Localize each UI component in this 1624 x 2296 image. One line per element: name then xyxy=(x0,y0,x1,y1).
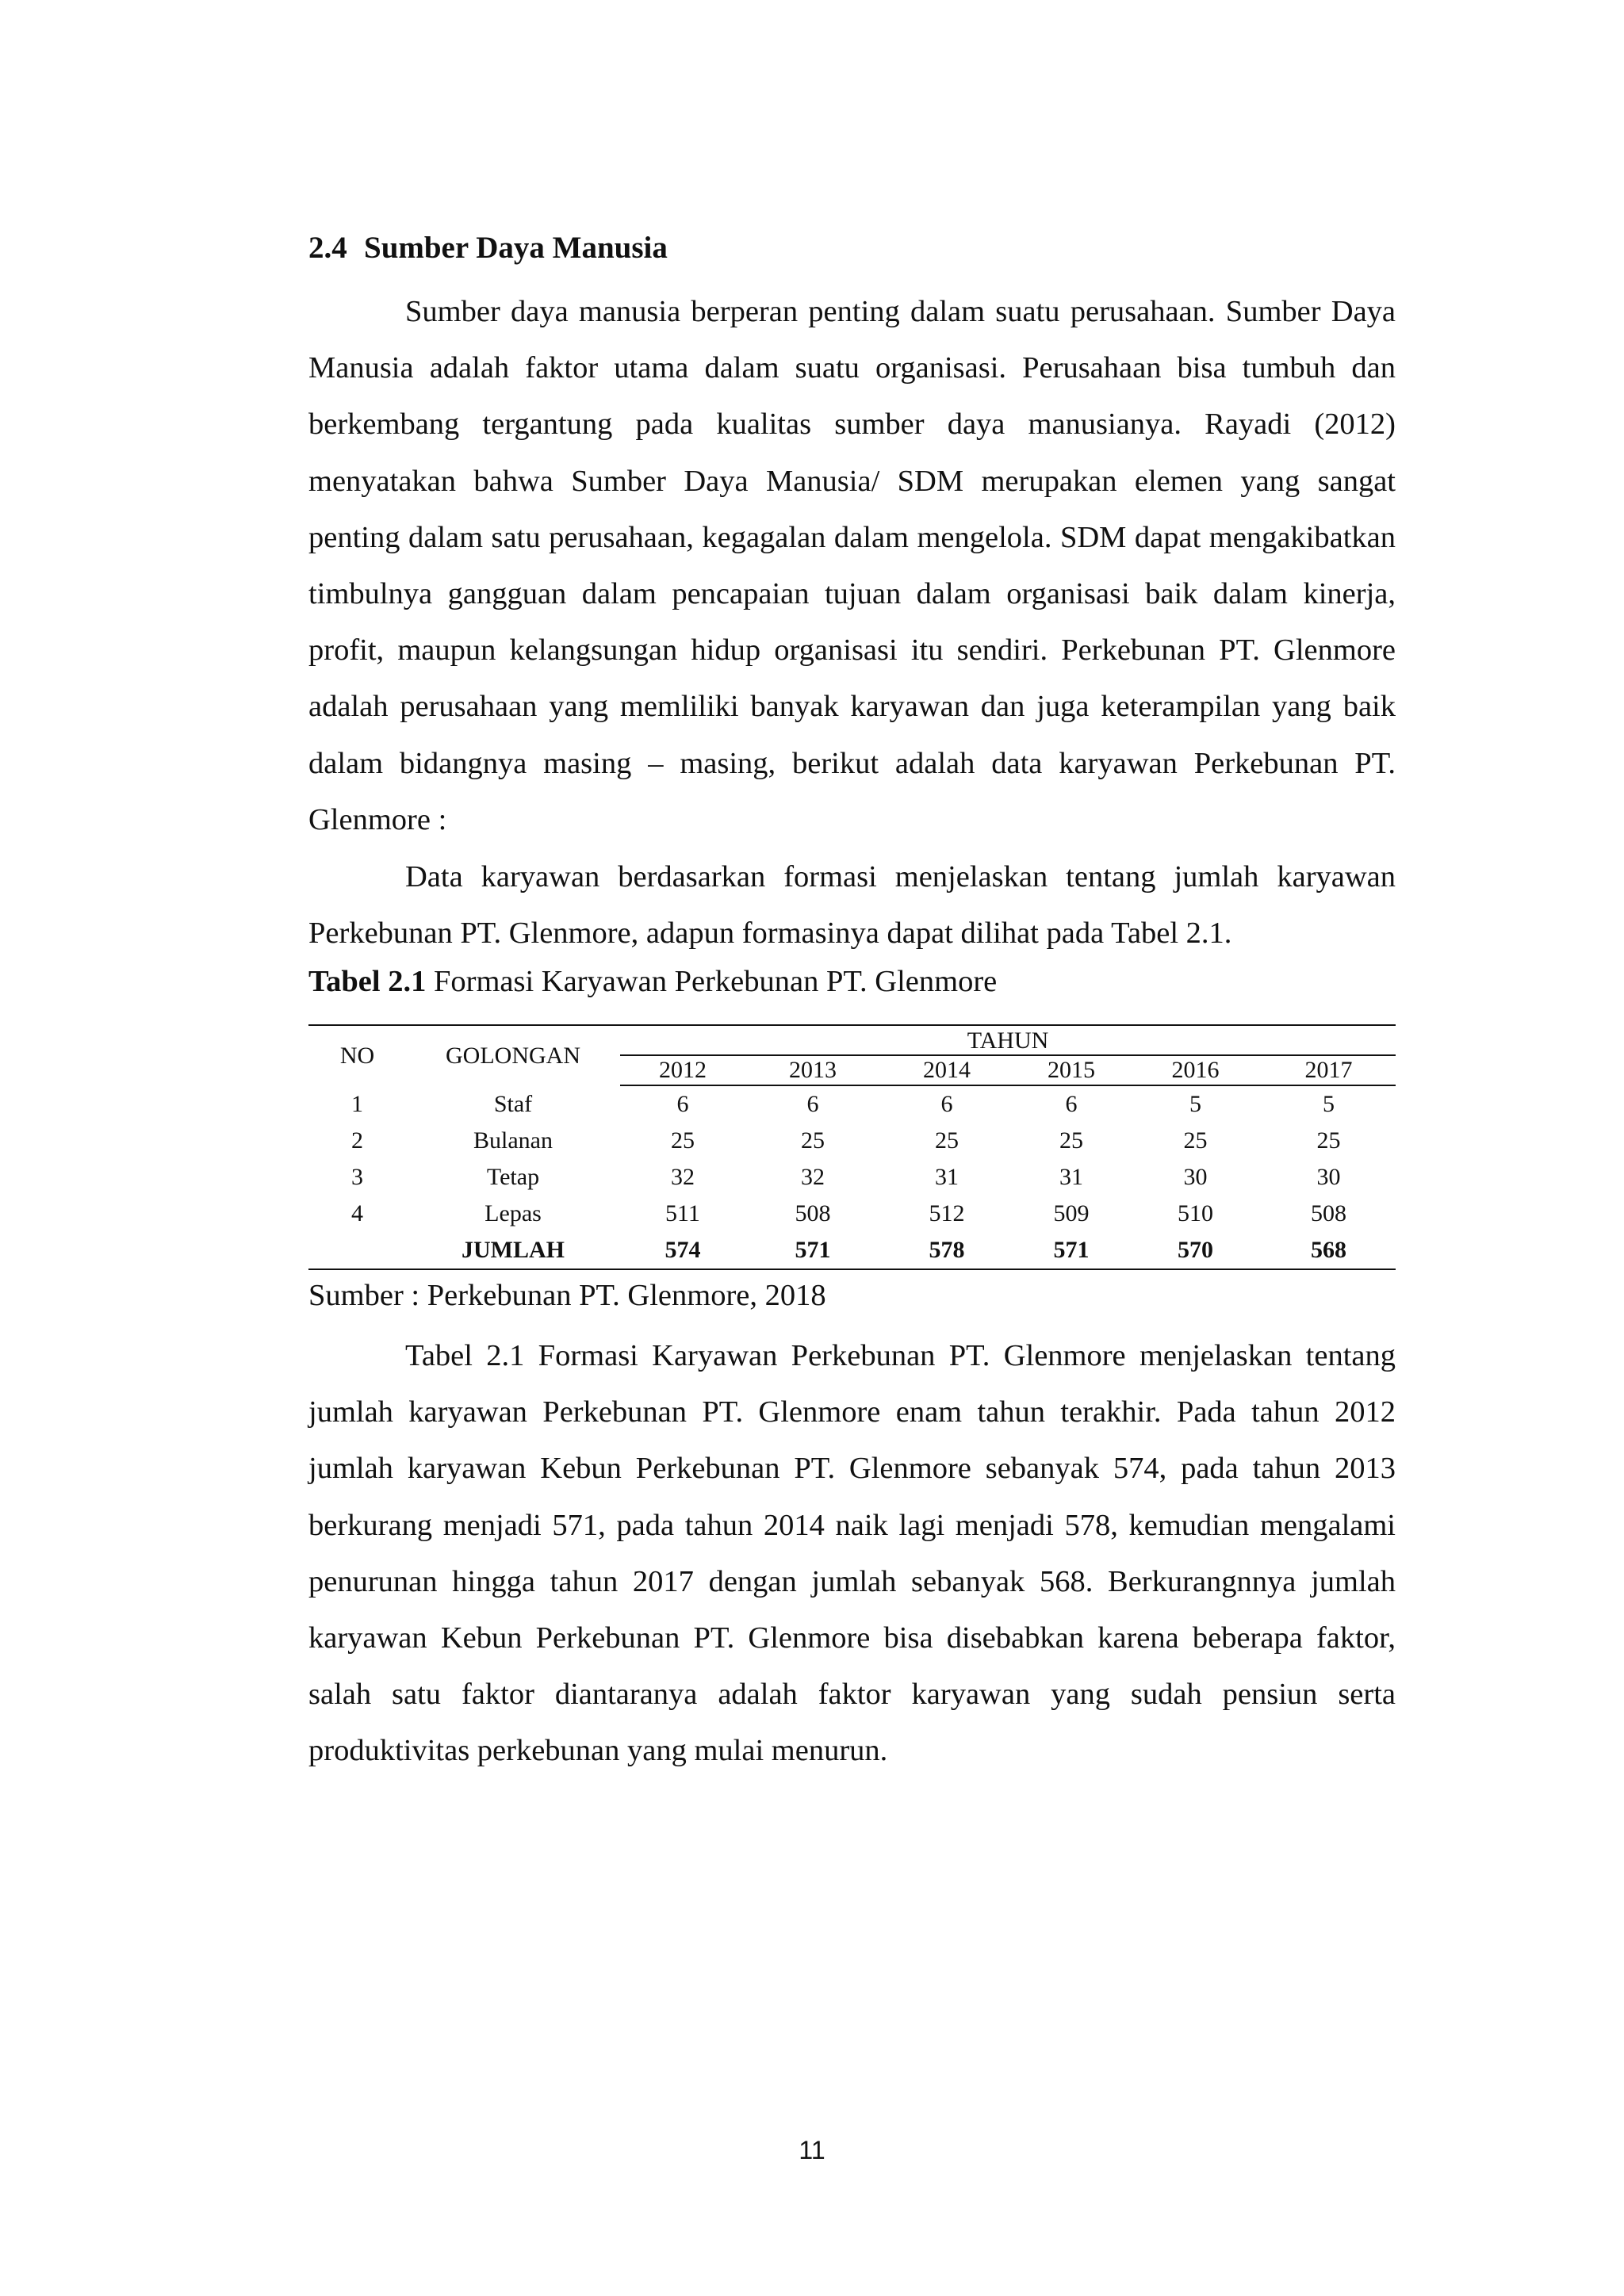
table-row xyxy=(308,1085,1396,1123)
paragraph-intro: Sumber daya manusia berperan penting dalam suatu perusahaan. Sumber Daya Manusia adalah faktor utama dalam suatu organisasi. Perusahaan bisa tumbuh dan berkembang tergantung pada kualitas sumber daya manusianya. Rayadi (2012) menyatakan bahwa Sumber Daya Manusia/ SDM merupakan elemen yang sangat penting dalam satu perusahaan, kegagalan dalam mengelola. SDM dapat mengakibatkan timbulnya gangguan dalam pencapaian tujuan dalam organisasi baik dalam kinerja, profit, maupun kelangsungan hidup organisasi itu sendiri. Perkebunan PT. Glenmore adalah perusahaan yang memliliki banyak karyawan dan juga keterampilan yang baik dalam bidangnya masing – masing, berikut adalah data karyawan Perkebunan PT. Glenmore : xyxy=(308,295,1396,836)
employee-formation-table xyxy=(308,1024,1396,1270)
cell-value: 6 xyxy=(676,1091,689,1117)
section-title: Sumber Daya Manusia xyxy=(364,231,668,265)
header-year: 2015 xyxy=(1013,1055,1129,1085)
header-year: 2012 xyxy=(620,1055,745,1085)
cell-value: 30 xyxy=(1183,1164,1208,1190)
paragraph-table-analysis: Tabel 2.1 Formasi Karyawan Perkebunan PT. Glenmore menjelaskan tentang jumlah karyawan Perkebunan PT. Glenmore enam tahun terakhir. Pada tahun 2012 jumlah karyawan Kebun Perkebunan PT. Glenmore sebanyak 574, pada tahun 2013 berkurang menjadi 571, pada tahun 2014 naik lagi menjadi 578, kemudian mengalami penurunan hingga tahun 2017 dengan jumlah sebanyak 568. Berkurangnnya jumlah karyawan Kebun Perkebunan PT. Glenmore bisa disebabkan karena beberapa faktor, salah satu faktor diantaranya adalah faktor karyawan yang sudah pensiun serta produktivitas perkebunan yang mulai menurun. xyxy=(308,1339,1396,1768)
cell-value: 32 xyxy=(671,1164,695,1190)
cell-golongan: Lepas xyxy=(485,1200,542,1226)
header-year: 2016 xyxy=(1129,1055,1262,1085)
header-golongan: GOLONGAN xyxy=(406,1025,620,1085)
cell-value: 25 xyxy=(935,1127,959,1154)
cell-golongan: Tetap xyxy=(486,1164,540,1190)
cell-no: 4 xyxy=(351,1200,363,1226)
cell-total: 570 xyxy=(1129,1232,1262,1269)
cell-total: 574 xyxy=(620,1232,745,1269)
cell-value: 25 xyxy=(1183,1127,1208,1154)
table-caption-label: Tabel 2.1 xyxy=(308,965,427,998)
header-year: 2013 xyxy=(745,1055,880,1085)
cell-total: 578 xyxy=(880,1232,1013,1269)
cell-no: 3 xyxy=(351,1164,363,1190)
cell-value: 31 xyxy=(1059,1164,1083,1190)
section-heading xyxy=(308,230,668,266)
cell-value: 31 xyxy=(935,1164,959,1190)
cell-value: 5 xyxy=(1323,1091,1335,1117)
cell-no xyxy=(308,1232,406,1269)
cell-value: 6 xyxy=(940,1091,953,1117)
cell-value: 512 xyxy=(929,1200,965,1226)
cell-value: 25 xyxy=(1316,1127,1341,1154)
cell-value: 25 xyxy=(671,1127,695,1154)
cell-golongan: Staf xyxy=(493,1090,533,1117)
cell-value: 25 xyxy=(1059,1127,1083,1154)
table-source: Sumber : Perkebunan PT. Glenmore, 2018 xyxy=(308,1279,826,1312)
table-caption-text: Formasi Karyawan Perkebunan PT. Glenmore xyxy=(433,965,998,998)
cell-total: 571 xyxy=(745,1232,880,1269)
cell-value: 25 xyxy=(801,1127,825,1154)
cell-total: 571 xyxy=(1013,1232,1129,1269)
cell-value: 508 xyxy=(795,1200,831,1226)
header-no: NO xyxy=(308,1025,406,1085)
cell-value: 511 xyxy=(665,1200,700,1226)
section-number: 2.4 xyxy=(308,231,347,265)
cell-value: 509 xyxy=(1053,1200,1090,1226)
cell-no: 2 xyxy=(351,1127,363,1154)
cell-total: 568 xyxy=(1262,1232,1396,1269)
header-tahun: TAHUN xyxy=(620,1025,1396,1055)
cell-no: 1 xyxy=(351,1090,363,1117)
cell-golongan: Bulanan xyxy=(473,1127,553,1154)
cell-value: 30 xyxy=(1316,1164,1341,1190)
cell-value: 5 xyxy=(1189,1091,1201,1117)
table-caption xyxy=(308,964,997,999)
page-number: 11 xyxy=(799,2136,825,2164)
table-row xyxy=(308,1159,1396,1196)
table-row xyxy=(308,1196,1396,1232)
header-year: 2014 xyxy=(880,1055,1013,1085)
cell-value: 6 xyxy=(1065,1091,1078,1117)
cell-value: 6 xyxy=(806,1091,819,1117)
cell-value: 510 xyxy=(1178,1200,1213,1226)
cell-value: 32 xyxy=(801,1164,825,1190)
cell-total-label: JUMLAH xyxy=(406,1232,620,1269)
table-total-row xyxy=(308,1232,1396,1269)
header-year: 2017 xyxy=(1262,1055,1396,1085)
table-row xyxy=(308,1123,1396,1159)
paragraph-table-intro: Data karyawan berdasarkan formasi menjelaskan tentang jumlah karyawan Perkebunan PT. Glenmore, adapun formasinya dapat dilihat pada Tabel 2.1. xyxy=(308,860,1396,951)
cell-value: 508 xyxy=(1311,1200,1347,1226)
